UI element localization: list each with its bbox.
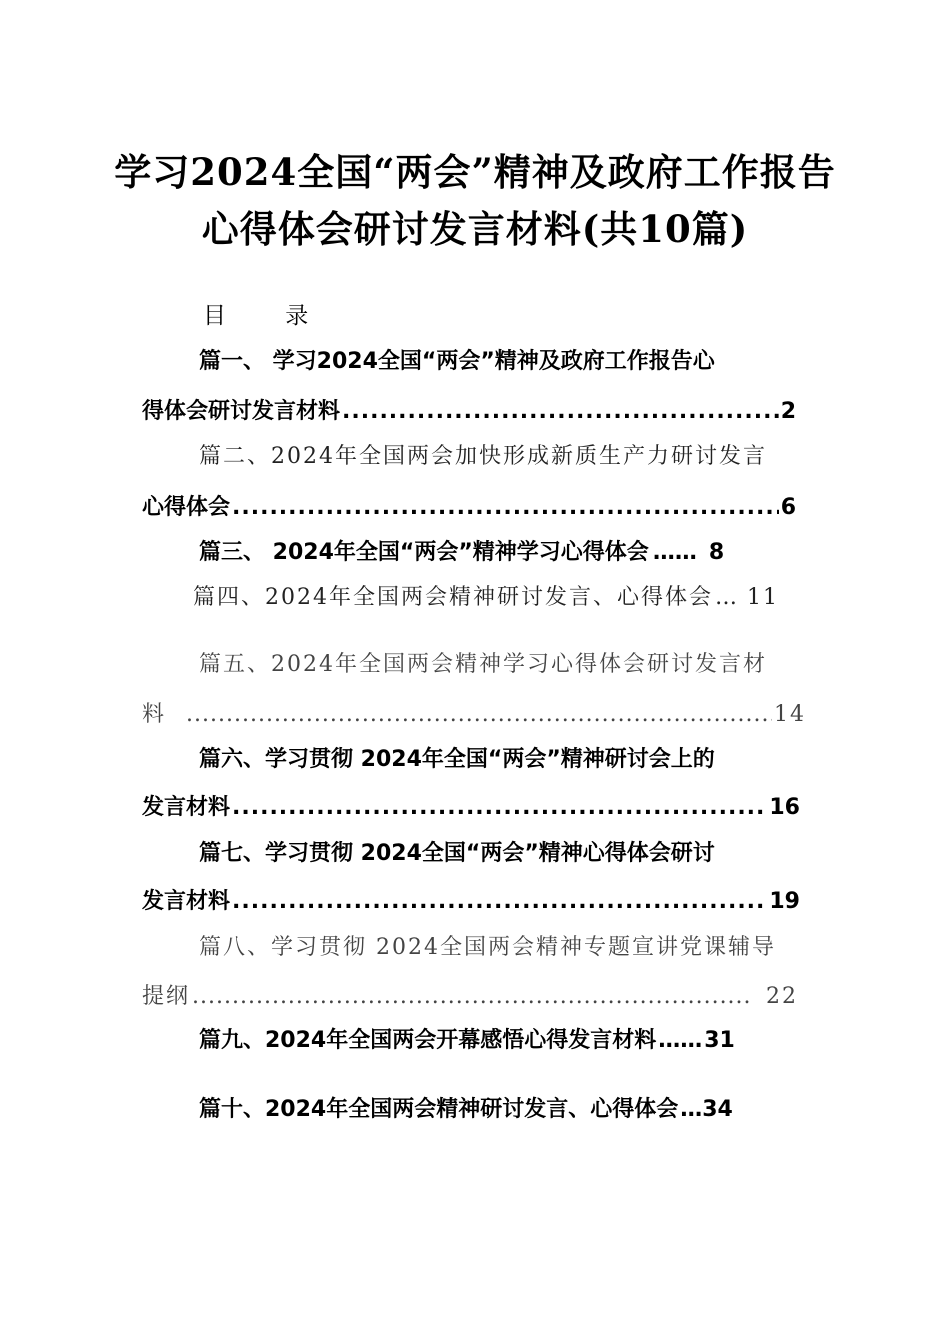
toc-entry-text: 篇六、学习贯彻 2024年全国“两会”精神研讨会上的 xyxy=(199,747,715,772)
toc-entry-text: 篇十、2024年全国两会精神研讨发言、心得体会 xyxy=(199,1097,679,1122)
toc-leader-dots: …… xyxy=(658,1028,703,1053)
document-title-line-2: 心得体会研讨发言材料(共10篇) xyxy=(201,207,749,251)
toc-entry-text: 篇一、 学习2024全国“两会”精神及政府工作报告心 xyxy=(199,349,715,374)
toc-entry-text: 发言材料 xyxy=(142,889,231,914)
toc-page-number: 19 xyxy=(769,889,800,914)
toc-entry-text: 料 xyxy=(142,702,167,727)
toc-leader-dots: … xyxy=(680,1097,703,1122)
toc-entry-text: 篇四、2024年全国两会精神研讨发言、心得体会 xyxy=(193,585,713,610)
toc-entry-text: 篇八、学习贯彻 2024全国两会精神专题宣讲党课辅导 xyxy=(199,935,776,960)
toc-leader-dots: …… xyxy=(652,540,697,565)
toc-leader-dots xyxy=(192,984,752,1009)
toc-page-number: 2 xyxy=(780,399,796,424)
toc-page-number: 31 xyxy=(704,1028,735,1053)
toc-entry-text: 篇九、2024年全国两会开幕感悟心得发言材料 xyxy=(199,1028,657,1053)
toc-entry-text: 发言材料 xyxy=(142,795,231,820)
toc-page-number: 6 xyxy=(780,495,796,520)
toc-page-number: 16 xyxy=(769,795,800,820)
toc-leader-dots xyxy=(232,795,767,820)
toc-page-number: 14 xyxy=(774,702,806,727)
toc-leader-dots: … xyxy=(715,585,739,610)
toc-entry-text: 篇七、学习贯彻 2024全国“两会”精神心得体会研讨 xyxy=(199,841,715,866)
toc-entry-text: 篇二、2024年全国两会加快形成新质生产力研讨发言 xyxy=(199,444,767,469)
toc-entry-text: 提纲 xyxy=(142,984,191,1009)
toc-heading: 目 录 xyxy=(203,303,335,329)
toc-page-number: 34 xyxy=(702,1097,733,1122)
toc-entry-text: 篇三、 2024年全国“两会”精神学习心得体会 xyxy=(199,540,649,565)
toc-leader-dots xyxy=(342,399,779,424)
toc-entry-text: 篇五、2024年全国两会精神学习心得体会研讨发言材 xyxy=(199,652,767,677)
toc-leader-dots xyxy=(232,495,779,520)
toc-page-number: 8 xyxy=(708,540,725,565)
document-title-line-1: 学习2024全国“两会”精神及政府工作报告 xyxy=(114,150,836,194)
toc-entry-text: 心得体会 xyxy=(142,495,231,520)
toc-entry-text: 得体会研讨发言材料 xyxy=(142,399,341,424)
toc-leader-dots xyxy=(232,889,767,914)
toc-page-number: 11 xyxy=(747,585,779,610)
toc-page-number: 22 xyxy=(766,984,798,1009)
toc-leader-dots xyxy=(186,702,772,727)
